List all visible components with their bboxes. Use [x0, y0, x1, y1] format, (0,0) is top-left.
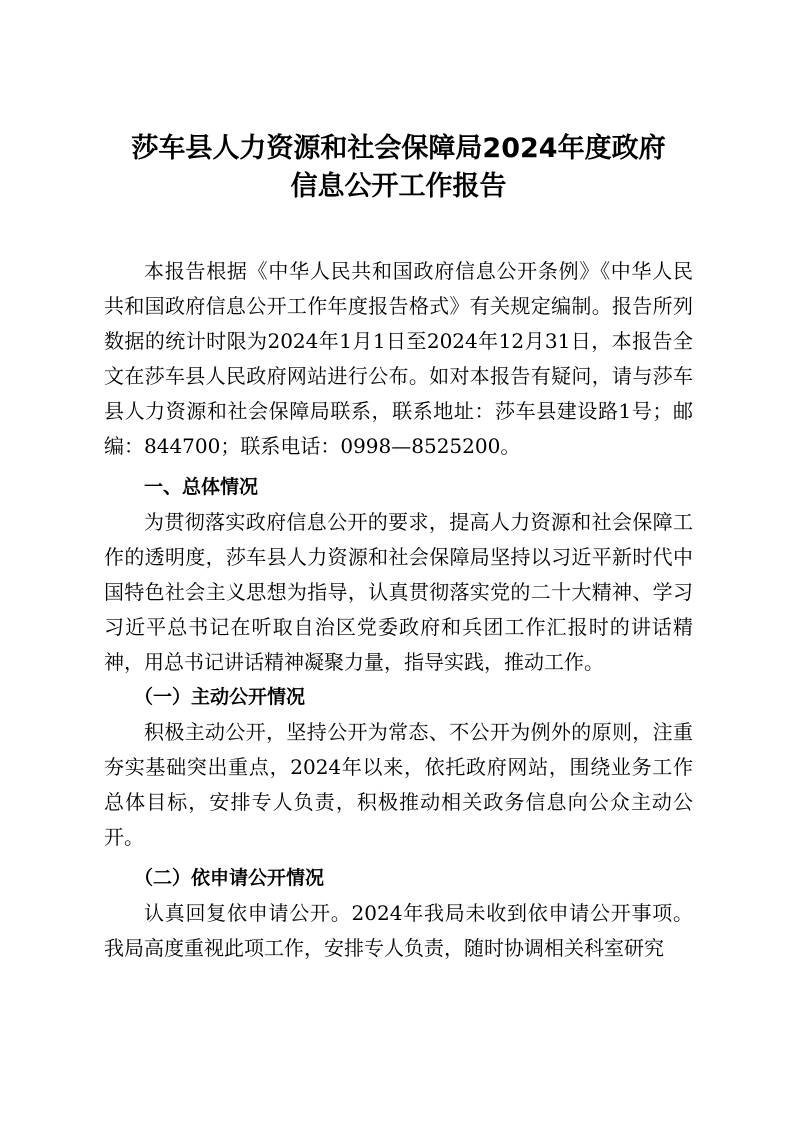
report-title	[104, 130, 693, 206]
intro-paragraph: 本报告根据《中华人民共和国政府信息公开条例》《中华人民共和国政府信息公开工作年度报告格式》有关规定编制。报告所列数据的统计时限为2024年1月1日至2024年12月31日，本报告全文在莎车县人民政府网站进行公布。如对本报告有疑问，请与莎车县人力资源和社会保障局联系，联系地址：莎车县建设路1号；邮编：844700；联系电话：0998—8525200。	[104, 259, 693, 458]
subsection-heading-proactive-text: （一）主动公开情况	[134, 686, 306, 708]
subsection-heading-on-request-text: （二）依申请公开情况	[134, 867, 325, 889]
report-title-line-1: 莎车县人力资源和社会保障局2024年度政府	[131, 133, 666, 164]
subsection-heading-proactive	[104, 680, 693, 715]
section-heading-overview: 一、总体情况	[144, 476, 259, 498]
on-request-paragraph: 认真回复依申请公开。2024年我局未收到依申请公开事项。我局高度重视此项工作，安排专人负责，随时协调相关科室研究	[104, 901, 693, 960]
report-title-line-2: 信息公开工作报告	[290, 171, 507, 202]
subsection-heading-on-request	[104, 861, 693, 896]
overview-paragraph: 为贯彻落实政府信息公开的要求，提高人力资源和社会保障工作的透明度，莎车县人力资源和社会保障局坚持以习近平新时代中国特色社会主义思想为指导，认真贯彻落实党的二十大精神、学习习近平总书记在听取自治区党委政府和兵团工作汇报时的讲话精神，用总书记讲话精神凝聚力量，指导实践，推动工作。	[104, 510, 693, 674]
report-body	[104, 254, 693, 966]
proactive-paragraph: 积极主动公开，坚持公开为常态、不公开为例外的原则，注重夯实基础突出重点，2024年以来，依托政府网站，围绕业务工作总体目标，安排专人负责，积极推动相关政务信息向公众主动公开。	[104, 720, 693, 849]
